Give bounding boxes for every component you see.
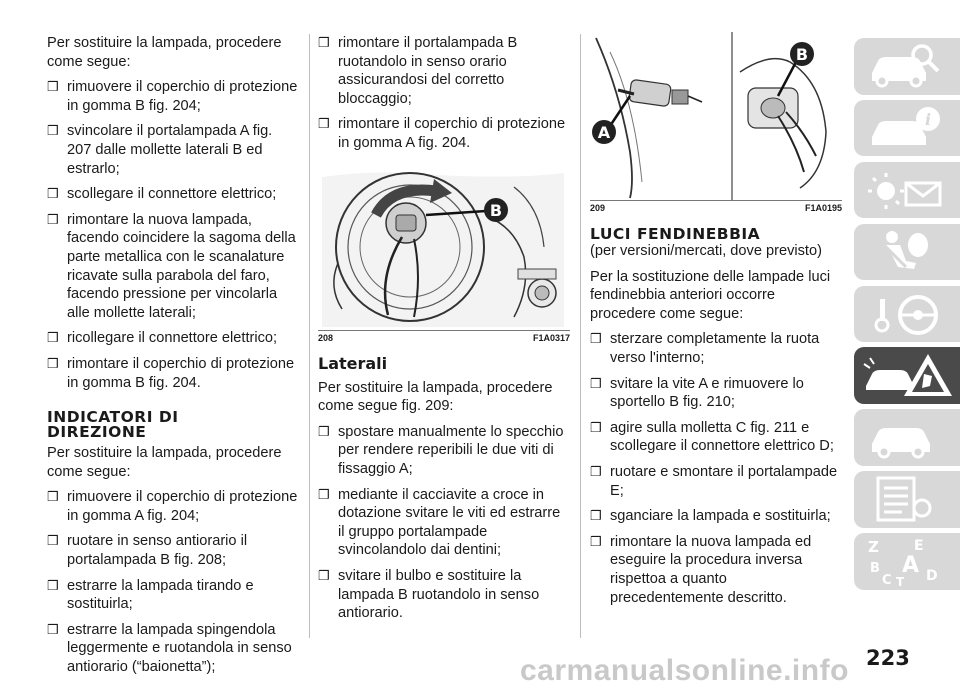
- figure-label-a: A: [597, 123, 611, 142]
- list-item: ❒ agire sulla molletta C fig. 211 e scollegare il connettore elettrico D;: [590, 419, 834, 455]
- column-divider: [309, 34, 310, 638]
- list-item: ❒ ruotare e smontare il portalampade E;: [590, 463, 838, 499]
- dashboard-lights-icon: [862, 165, 952, 215]
- section-heading-indicatori: INDICATORI DI DIREZIONE: [47, 408, 179, 442]
- intro-text: Per sostituire la lampada, procedere come segue fig. 209:: [318, 379, 553, 415]
- svg-text:T: T: [896, 575, 905, 587]
- checkbox-bullet-icon: ❒: [318, 116, 330, 132]
- column-left: [47, 34, 299, 684]
- list-item: ❒ sterzare completamente la ruota verso l'interno;: [590, 331, 820, 366]
- list-item: ❒ scollegare il connettore elettrico;: [47, 186, 277, 203]
- technical-data-icon: [862, 474, 952, 524]
- checkbox-bullet-icon: ❒: [590, 331, 602, 347]
- checkbox-bullet-icon: ❒: [590, 419, 602, 435]
- car-info-icon: [862, 103, 952, 153]
- checkbox-bullet-icon: ❒: [47, 489, 59, 505]
- list-item: ❒ estrarre la lampada tirando e sostituirla;: [47, 577, 254, 613]
- checkbox-bullet-icon: ❒: [318, 423, 330, 439]
- svg-text:Z: Z: [868, 538, 879, 557]
- steering-key-icon: [862, 289, 952, 339]
- list-item: ❒ rimontare il portalampada B ruotandolo in senso orario assicurandosi del corretto bloccaggio;: [318, 35, 518, 107]
- figure-caption: [590, 200, 842, 213]
- chapter-tab-warning-lights[interactable]: [854, 162, 960, 219]
- list-item: ❒ svincolare il portalampada A fig. 207 dalle mollette laterali B ed estrarlo;: [47, 123, 273, 177]
- chapter-tab-emergency[interactable]: [854, 347, 960, 404]
- list-item: ❒ ruotare in senso antiorario il portalampada B fig. 208;: [47, 533, 248, 569]
- chapter-tab-maintenance[interactable]: [854, 409, 960, 466]
- page-number: 223: [866, 646, 910, 670]
- chapter-tab-knowing-car[interactable]: [854, 38, 960, 95]
- checkbox-bullet-icon: ❒: [590, 533, 602, 549]
- list-item: ❒ ricollegare il connettore elettrico;: [47, 330, 278, 347]
- chapter-tab-safety[interactable]: [854, 224, 960, 281]
- list-item: ❒ rimontare il coperchio di protezione in gomma A fig. 204.: [318, 116, 566, 151]
- svg-text:D: D: [926, 568, 938, 585]
- list-item: ❒ rimontare la nuova lampada, facendo coincidere la sagoma della parte metallica con le scanalature ricavate sulla parabola del faro, facendo pressione per vincolarla alle mollette laterali;: [47, 211, 296, 321]
- checkbox-bullet-icon: ❒: [590, 463, 602, 479]
- figure-number: 209: [590, 203, 606, 213]
- list-item: ❒ estrarre la lampada spingendola leggermente e ruotandola in senso antiorario (“baionetta”);: [47, 621, 292, 676]
- chapter-tab-starting-driving[interactable]: [854, 286, 960, 343]
- car-search-icon: [862, 41, 952, 91]
- checkbox-bullet-icon: ❒: [318, 486, 330, 502]
- list-item: ❒ rimontare il coperchio di protezione in gomma B fig. 204.: [47, 355, 295, 391]
- svg-text:E: E: [914, 538, 924, 555]
- column-middle: [318, 34, 570, 630]
- intro-text: Per la sostituzione delle lampade luci fendinebbia anteriori occorre procedere come segue:: [590, 268, 831, 322]
- list-item: ❒ sganciare la lampada e sostituirla;: [590, 508, 831, 525]
- list-item: ❒ mediante il cacciavite a croce in dotazione svitare le viti ed estrarre il gruppo portalampade svincolandolo dai dentini;: [318, 486, 561, 559]
- list-item: ❒ rimontare la nuova lampada ed eseguire la procedura inversa rispettoa a quanto precedentemente descritto.: [590, 533, 812, 606]
- figure-code: F1A0195: [804, 203, 842, 213]
- list-item: ❒ svitare il bulbo e sostituire la lampada B ruotandolo in senso antiorario.: [318, 567, 540, 622]
- column-right: [590, 32, 842, 614]
- checkbox-bullet-icon: ❒: [47, 186, 59, 202]
- checkbox-bullet-icon: ❒: [47, 355, 59, 371]
- checkbox-bullet-icon: ❒: [47, 123, 59, 139]
- checkbox-bullet-icon: ❒: [47, 577, 59, 593]
- section-subheading-laterali: Laterali: [318, 353, 388, 373]
- subnote-text: (per versioni/mercati, dove previsto): [590, 243, 822, 259]
- list-item: ❒ spostare manualmente lo specchio per rendere reperibili le due viti di fissaggio A;: [318, 423, 564, 477]
- checkbox-bullet-icon: ❒: [47, 79, 59, 95]
- intro-text: Per sostituire la lampada, procedere come segue:: [47, 35, 282, 70]
- side-indicator-illustration: [590, 32, 838, 200]
- chapter-sidebar: [854, 38, 960, 595]
- checkbox-bullet-icon: ❒: [318, 35, 330, 50]
- chapter-tab-technical-data[interactable]: [854, 471, 960, 528]
- intro-text: Per sostituire la lampada, procedere come segue:: [47, 445, 282, 480]
- section-heading-fendinebbia: LUCI FENDINEBBIA: [590, 225, 761, 243]
- list-item: ❒ rimuovere il coperchio di protezione in gomma B fig. 204;: [47, 79, 298, 114]
- list-item: ❒ svitare la vite A e rimuovere lo sportello B fig. 210;: [590, 375, 804, 411]
- svg-text:A: A: [902, 553, 920, 579]
- figure-number: 208: [318, 332, 334, 343]
- checkbox-bullet-icon: ❒: [47, 533, 59, 549]
- chapter-tab-index[interactable]: [854, 533, 960, 590]
- chapter-tab-knowing-instrument-panel[interactable]: [854, 100, 960, 157]
- svg-text:i: i: [924, 109, 932, 129]
- checkbox-bullet-icon: ❒: [47, 330, 59, 346]
- checkbox-bullet-icon: ❒: [590, 375, 602, 391]
- watermark-text: carmanualsonline.info: [520, 654, 849, 687]
- figure-label-b: B: [795, 45, 809, 64]
- figure-code: F1A0317: [532, 332, 570, 343]
- checkbox-bullet-icon: ❒: [318, 567, 330, 583]
- figure-209: [590, 32, 842, 213]
- checkbox-bullet-icon: ❒: [47, 211, 59, 227]
- column-divider: [580, 34, 581, 638]
- checkbox-bullet-icon: ❒: [47, 621, 59, 637]
- alphabetical-index-icon: [862, 536, 952, 586]
- svg-text:C: C: [882, 573, 892, 587]
- checkbox-bullet-icon: ❒: [590, 508, 602, 524]
- emergency-warning-icon: [862, 350, 952, 400]
- list-item: ❒ rimuovere il coperchio di protezione in gomma A fig. 204;: [47, 489, 298, 524]
- figure-caption: [318, 330, 570, 343]
- airbag-safety-icon: [862, 227, 952, 277]
- figure-label-b: B: [489, 200, 503, 220]
- svg-text:B: B: [870, 561, 880, 577]
- car-maintenance-icon: [862, 412, 952, 462]
- figure-208: [318, 167, 570, 343]
- headlight-lampholder-illustration: [318, 167, 566, 330]
